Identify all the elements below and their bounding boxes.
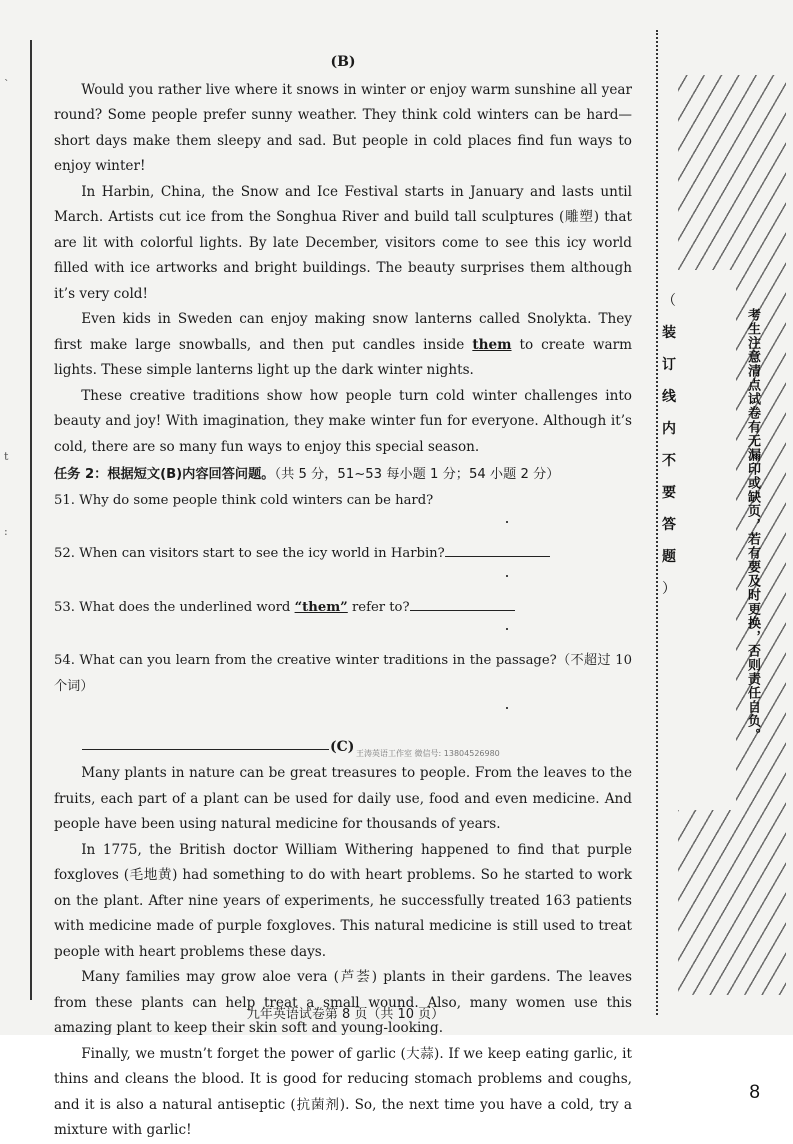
section-b-paragraph: Even kids in Sweden can enjoy making snow lanterns called Snolykta. They first make large snowballs, and then put candles inside them to create warm lights. These simple lanterns light up the dark winter nights. [54,311,632,378]
section-b-heading: (B) [330,54,356,70]
section-c-heading: (C) [330,739,355,755]
margin-mark: t [4,450,9,463]
section-b-paragraph: These creative traditions show how people turn cold winter challenges into beauty and joy! With imagination, they make winter fun for everyone. Although it’s cold, there are so many fun ways to enjoy this special season. [54,387,632,455]
answer-line[interactable] [82,749,329,750]
margin-mark: : [4,525,8,538]
section-c-paragraph: In 1775, the British doctor William Withering happened to find that purple foxgloves (毛地黄) had something to do with heart problems. So he started to work on the plant. After nine years of experiments, he successfully treated 163 patients with medicine made of purple foxgloves. This natural medicine is still used to treat people with heart problems these days. [54,841,632,960]
section-b-paragraph: Would you rather live where it snows in winter or enjoy warm sunshine all year round? Some people prefer sunny weather. They think cold winters can be hard—short days make them sleepy and sad. But people in cold places find fun ways to enjoy winter! [54,81,632,174]
binding-char: 内 [662,421,676,437]
underlined-word: them [472,336,512,353]
left-margin-rule [30,40,32,1000]
answer-line[interactable] [54,513,632,537]
answer-line[interactable] [54,567,632,591]
binding-char: 装 [662,325,676,341]
section-c-paragraph: Finally, we mustn’t forget the power of garlic (大蒜). If we keep eating garlic, it thins and cleans the blood. It is good for reducing stomach problems and coughs, and it is also a natural antiseptic (抗菌剂). So, the next time you have a cold, try a mixture with garlic! [54,1045,632,1138]
question-51: 51. Why do some people think cold winters can be hard? [54,492,434,508]
binding-char: 题 [662,549,676,565]
answer-line[interactable] [54,620,632,644]
section-c-paragraph: Many families may grow aloe vera (芦荟) plants in their gardens. The leaves from these plants can help treat a small wound. Also, many women use this amazing plant to keep their skin soft and young-looking. [54,969,632,1036]
task2-title: 任务 2：根据短文(B)内容回答问题。（共 5 分，51~53 每小题 1 分；54 小题 2 分） [54,467,560,482]
watermark-text: 王涛英语工作室 微信号: 13804526980 [356,749,500,758]
answer-blank[interactable] [410,596,515,611]
margin-mark: ` [4,78,10,91]
page-footer: 九年英语试卷第 8 页（共 10 页） [246,1007,445,1022]
binding-char: ） [662,581,676,597]
binding-char: 答 [662,517,676,533]
section-c-paragraph: Many plants in nature can be great treasures to people. From the leaves to the fruits, each part of a plant can be used for daily use, food and even medicine. And people have been using natural medicine for thousands of years. [54,765,632,832]
question-53: 53. What does the underlined word “them” refer to? [54,595,632,621]
binding-char: 线 [662,389,676,405]
answer-blank[interactable] [445,542,550,557]
binding-char: 要 [662,485,676,501]
question-54: 54. What can you learn from the creative winter traditions in the passage?（不超过 10 个词） [54,653,632,694]
question-52: 52. When can visitors start to see the icy world in Harbin? [54,541,632,567]
binding-char: （ [662,293,676,309]
binding-char: 不 [662,453,676,469]
binding-instruction [658,285,680,605]
section-c-header [54,733,632,761]
candidate-notice: 考生注意清点试卷有无漏印或缺页，若有要及时更换，否则责任自负。 [745,308,760,742]
section-b-paragraph: In Harbin, China, the Snow and Ice Festival starts in January and lasts until March. Artists cut ice from the Songhua River and build tall sculptures (雕塑) that are lit with colorful lights. By late December, visitors come to see this icy world filled with ice artworks and bright buildings. The beauty surprises them although it’s very cold! [54,183,632,302]
binding-char: 订 [662,357,676,373]
answer-line[interactable] [54,699,632,723]
main-content [54,50,632,1144]
page-number: 8 [749,1082,760,1103]
